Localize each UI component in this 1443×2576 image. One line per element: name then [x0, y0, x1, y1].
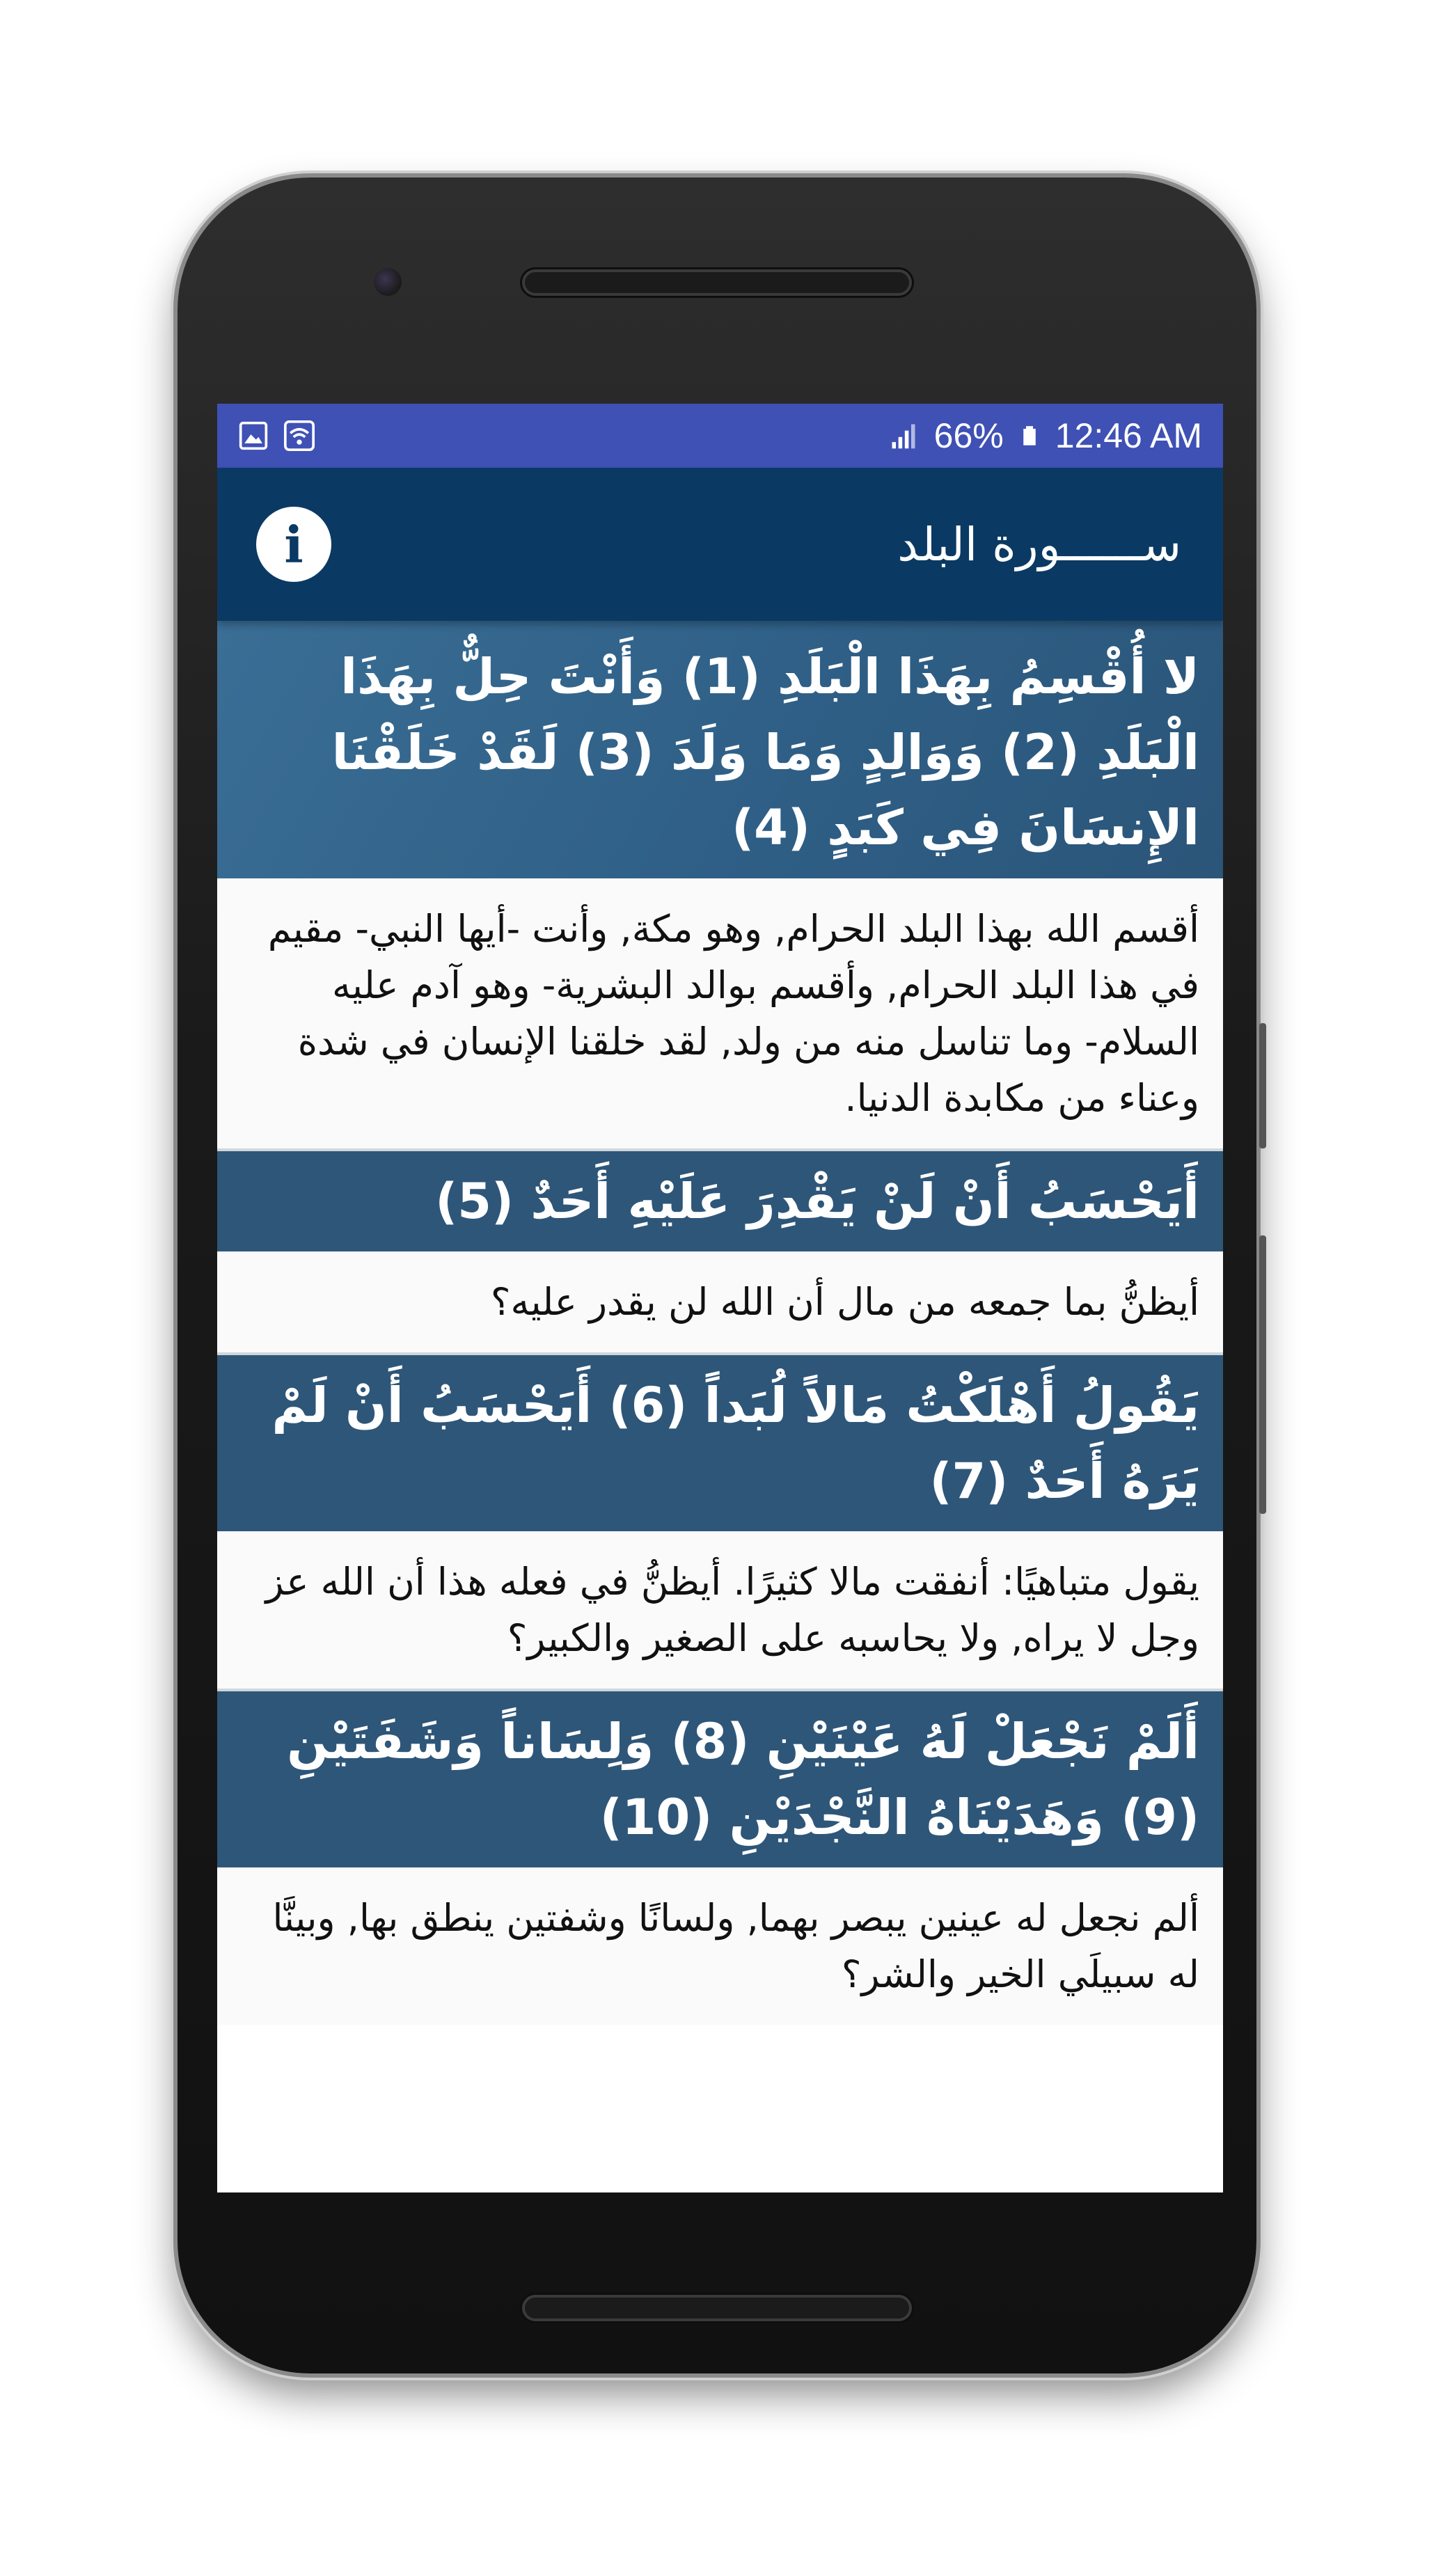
- battery-percentage: 66%: [933, 416, 1004, 455]
- volume-button: [1259, 1023, 1266, 1148]
- tafsir-block: يقول متباهيًا: أنفقت مالا كثيرًا. أيظنُّ في فعله هذا أن الله عز وجل لا يراه, ولا يحاسبه على الصغير والكبير؟: [217, 1531, 1223, 1689]
- app-screen: [217, 404, 1223, 2192]
- battery-icon: [1019, 420, 1040, 451]
- wifi-icon: [284, 420, 315, 451]
- front-camera: [374, 268, 402, 296]
- tafsir-block: أقسم الله بهذا البلد الحرام, وهو مكة, وأنت -أيها النبي- مقيم في هذا البلد الحرام, وأقسم بوالد البشرية- وهو آدم عليه السلام- وما تناسل منه من ولد, لقد خلقنا الإنسان في شدة وعناء من مكابدة الدنيا.: [217, 878, 1223, 1148]
- status-left-icons: [238, 420, 315, 451]
- verse-block: أَيَحْسَبُ أَنْ لَنْ يَقْدِرَ عَلَيْهِ أَحَدٌ (5): [217, 1148, 1223, 1252]
- signal-icon: [888, 420, 919, 451]
- status-right-icons: [888, 416, 1202, 456]
- earpiece-speaker: [522, 269, 912, 296]
- image-icon: [238, 420, 269, 451]
- status-bar: [217, 404, 1223, 468]
- status-time: 12:46 AM: [1055, 416, 1202, 455]
- verse-block: لا أُقْسِمُ بِهَذَا الْبَلَدِ (1) وَأَنْتَ حِلٌّ بِهَذَا الْبَلَدِ (2) وَوَالِدٍ وَمَا وَلَدَ (3) لَقَدْ خَلَقْنَا الإِنسَانَ فِي كَبَدٍ (4): [217, 621, 1223, 878]
- bottom-speaker: [522, 2295, 912, 2321]
- surah-content[interactable]: [217, 621, 1223, 2025]
- info-icon: i: [284, 514, 303, 574]
- verse-block: يَقُولُ أَهْلَكْتُ مَالاً لُبَداً (6) أَيَحْسَبُ أَنْ لَمْ يَرَهُ أَحَدٌ (7): [217, 1352, 1223, 1531]
- verse-block: أَلَمْ نَجْعَلْ لَهُ عَيْنَيْنِ (8) وَلِسَاناً وَشَفَتَيْنِ (9) وَهَدَيْنَاهُ النَّجْدَيْنِ (10): [217, 1689, 1223, 1867]
- app-bar: [217, 468, 1223, 621]
- tafsir-block: أيظنُّ بما جمعه من مال أن الله لن يقدر عليه؟: [217, 1251, 1223, 1352]
- power-button: [1259, 1235, 1266, 1514]
- page-title: ســــــورة البلد: [897, 517, 1181, 571]
- info-button[interactable]: [256, 507, 331, 582]
- tafsir-block: ألم نجعل له عينين يبصر بهما, ولسانًا وشفتين ينطق بها, وبينَّا له سبيلَي الخير والشر؟: [217, 1867, 1223, 2025]
